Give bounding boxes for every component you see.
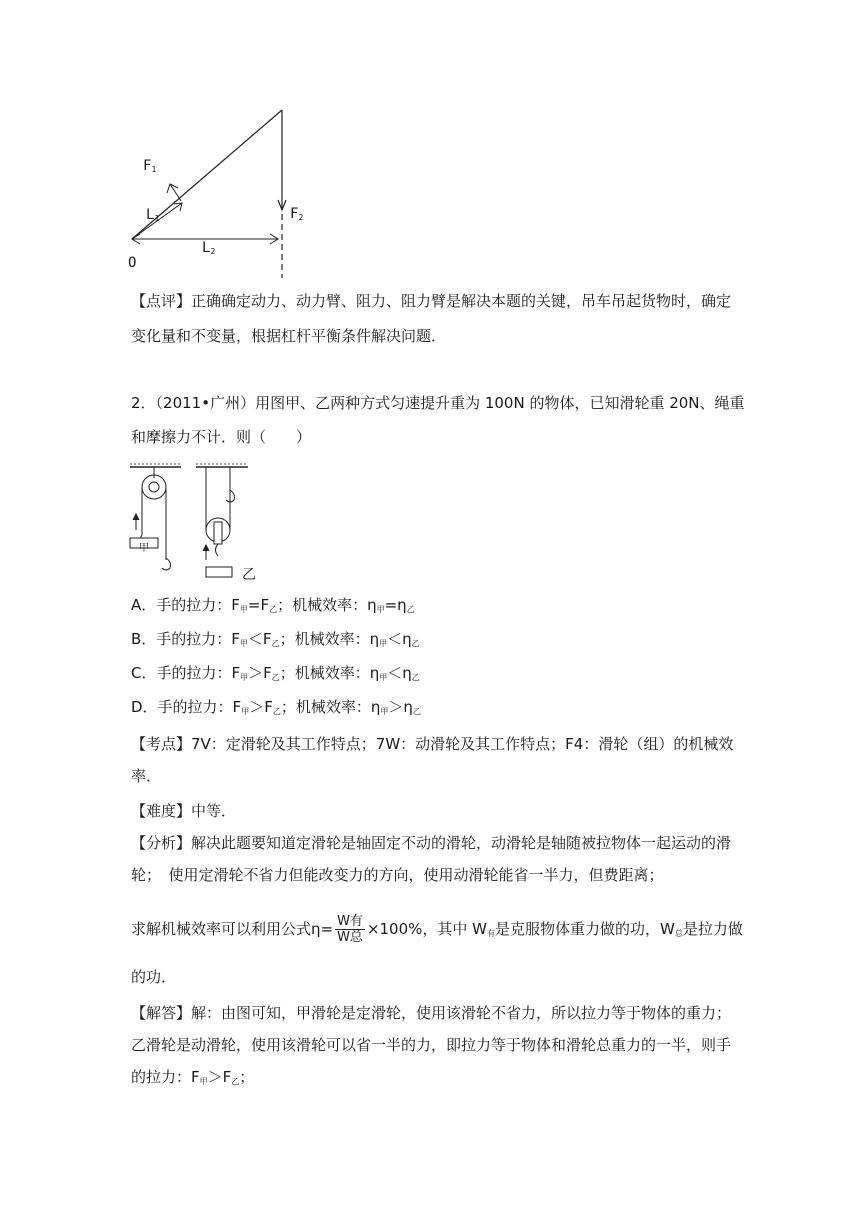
nandu-line: 【难度】中等． (131, 802, 237, 820)
option-d: D．手的拉力：$F_甲>F_乙$；机械效率：$\eta_甲>\eta_乙$ (131, 698, 421, 716)
option-b: B．手的拉力：$F_甲<F_乙$；机械效率：$\eta_甲<\eta_乙$ (131, 630, 420, 648)
pulley-diagram (126, 460, 266, 585)
fenxi-line-2: 轮； 使用定滑轮不省力但能改变力的方向，使用动滑轮能省一半力，但费距离； (131, 866, 664, 884)
option-a: A．手的拉力：$F_甲=F_乙$；机械效率：$\eta_甲=\eta_乙$ (131, 596, 415, 614)
jia-label: 甲 (139, 543, 149, 554)
l1-label: $L_1$ (146, 207, 160, 223)
jieda-line-2: 乙滑轮是动滑轮，使用该滑轮可以省一半的力，即拉力等于物体和滑轮总重力的一半，则手 (131, 1036, 732, 1054)
comment-line-1: 【点评】正确确定动力、动力臂、阻力、阻力臂是解决本题的关键，吊车吊起货物时，确定 (131, 292, 732, 310)
fenxi-line-1: 【分析】解决此题要知道定滑轮是轴固定不动的滑轮，动滑轮是轴随被拉物体一起运动的滑 (131, 834, 732, 852)
f1-label: $F_1$ (143, 158, 157, 174)
comment-line-2: 变化量和不变量，根据杠杆平衡条件解决问题． (131, 327, 447, 345)
f2-label: $F_2$ (290, 206, 304, 222)
jieda-line-1: 【解答】解：由图可知，甲滑轮是定滑轮，使用该滑轮不省力，所以拉力等于物体的重力； (131, 1004, 732, 1022)
yi-label: 乙 (242, 567, 256, 583)
jieda-line-3: 的拉力：$F_甲>F_乙$； (131, 1068, 255, 1086)
question-line-2: 和摩擦力不计．则（ ） (131, 428, 312, 446)
o-label: O (128, 255, 137, 271)
l2-label: $L_2$ (202, 240, 216, 256)
lever-diagram (118, 100, 308, 280)
kaodian-line-2: 率． (131, 767, 162, 785)
efficiency-fraction: W有 W总 (337, 914, 363, 945)
option-c: C．手的拉力：$F_甲>F_乙$；机械效率：$\eta_甲<\eta_乙$ (131, 664, 420, 682)
question-line-1: 2．（2011•广州）用图甲、乙两种方式匀速提升重为 100N 的物体，已知滑轮重 20N、绳重 (131, 394, 745, 412)
fenxi-formula-line: 求解机械效率可以利用公式η= W有 W总 ×100%，其中 $W_有$是克服物体重力做的功，$W_总$是拉力做 (131, 914, 743, 945)
fenxi-line-4: 的功． (131, 968, 177, 986)
kaodian-line-1: 【考点】7V：定滑轮及其工作特点；7W：动滑轮及其工作特点；F4：滑轮（组）的机械效 (131, 735, 734, 753)
